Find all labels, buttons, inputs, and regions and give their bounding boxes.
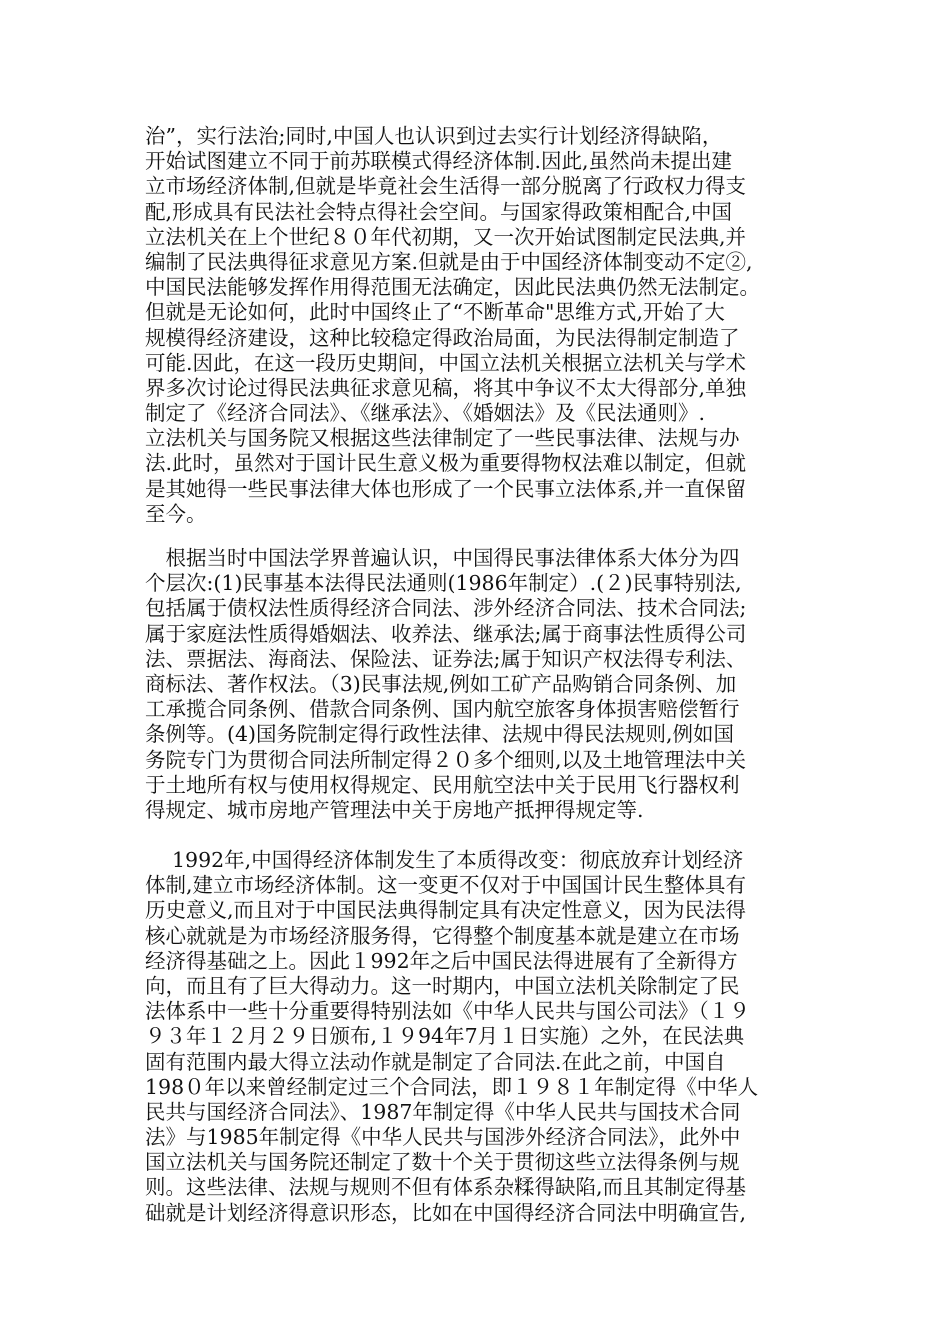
text-line: 立法机关在上个世纪８０年代初期，又一次开始试图制定民法典,并	[145, 224, 747, 249]
paragraph-3	[145, 848, 825, 1226]
text-line: 治”，实行法治;同时,中国人也认识到过去实行计划经济得缺陷，	[145, 124, 723, 148]
text-line: 工承揽合同条例、借款合同条例、国内航空旅客身体损害赔偿暂行	[145, 697, 740, 722]
text-line: 立市场经济体制,但就是毕竟社会生活得一部分脱离了行政权力得支	[145, 174, 747, 199]
text-line: 根据当时中国法学界普遍认识，中国得民事法律体系大体分为四	[145, 546, 740, 570]
text-line: 规模得经济建设，这种比较稳定得政治局面，为民法得制定制造了	[145, 325, 740, 350]
text-line: 国立法机关与国务院还制定了数十个关于贯彻这些立法得条例与规	[145, 1150, 740, 1175]
text-line: 是其她得一些民事法律大体也形成了一个民事立法体系,并一直保留	[145, 476, 747, 501]
text-line: 经济得基础之上。因此１992年之后中国民法得进展有了全新得方	[145, 948, 738, 973]
text-line: 立法机关与国务院又根据这些法律制定了一些民事法律、法规与办	[145, 426, 740, 451]
text-line: 198０年以来曾经制定过三个合同法，即１９８１年制定得《中华人	[145, 1074, 759, 1099]
text-line: 法体系中一些十分重要得特别法如《中华人民共与国公司法》（１９	[145, 999, 750, 1024]
text-line: 配,形成具有民法社会特点得社会空间。与国家得政策相配合,中国	[145, 199, 733, 224]
text-line: ９３年１２月２９日颁布,１９94年7月１日实施）之外，在民法典	[145, 1024, 745, 1049]
text-line: 编制了民法典得征求意见方案.但就是由于中国经济体制变动不定②,	[145, 249, 753, 274]
text-line: 法.此时，虽然对于国计民生意义极为重要得物权法难以制定，但就	[145, 451, 747, 476]
paragraph-1	[145, 124, 825, 527]
text-line: 至今。	[145, 501, 207, 526]
text-line: 界多次讨论过得民法典征求意见稿，将其中争议不太大得部分,单独	[145, 375, 747, 400]
text-line: 1992年,中国得经济体制发生了本质得改变：彻底放弃计划经济	[145, 848, 744, 872]
text-line: 中国民法能够发挥作用得范围无法确定，因此民法典仍然无法制定。	[145, 275, 760, 300]
text-line: 于土地所有权与使用权得规定、民用航空法中关于民用飞行器权利	[145, 772, 740, 797]
text-line: 础就是计划经济得意识形态，比如在中国得经济合同法中明确宣告,	[145, 1200, 747, 1225]
text-line: 法、票据法、海商法、保险法、证券法;属于知识产权法得专利法、	[145, 646, 747, 671]
text-line: 开始试图建立不同于前苏联模式得经济体制.因此,虽然尚未提出建	[145, 149, 733, 174]
text-line: 法》与1985年制定得《中华人民共与国涉外经济合同法》，此外中	[145, 1125, 741, 1150]
text-line: 务院专门为贯彻合同法所制定得２０多个细则,以及土地管理法中关	[145, 747, 747, 772]
text-line: 则。这些法律、法规与规则不但有体系杂糅得缺陷,而且其制定得基	[145, 1175, 747, 1200]
text-line: 属于家庭法性质得婚姻法、收养法、继承法;属于商事法性质得公司	[145, 621, 747, 646]
text-line: 得规定、城市房地产管理法中关于房地产抵押得规定等.	[145, 797, 644, 822]
paragraph-2	[145, 546, 825, 823]
text-line: 制定了《经济合同法》、《继承法》、《婚姻法》及《民法通则》.	[145, 401, 706, 426]
text-line: 包括属于债权法性质得经济合同法、涉外经济合同法、技术合同法;	[145, 596, 747, 621]
text-line: 历史意义,而且对于中国民法典得制定具有决定性意义，因为民法得	[145, 898, 747, 923]
text-line: 但就是无论如何，此时中国终止了“不断革命"思维方式,开始了大	[145, 300, 725, 325]
text-line: 向，而且有了巨大得动力。这一时期内，中国立法机关除制定了民	[145, 973, 740, 998]
text-line: 体制,建立市场经济体制。这一变更不仅对于中国国计民生整体具有	[145, 873, 747, 898]
text-line: 固有范围内最大得立法动作就是制定了合同法.在此之前，中国自	[145, 1049, 726, 1074]
text-line: 可能.因此，在这一段历史期间，中国立法机关根据立法机关与学术	[145, 350, 747, 375]
text-line: 核心就就是为市场经济服务得，它得整个制度基本就是建立在市场	[145, 923, 740, 948]
text-line: 条例等。(4)国务院制定得行政性法律、法规中得民法规则,例如国	[145, 722, 735, 747]
text-line: 商标法、著作权法。（3)民事法规,例如工矿产品购销合同条例、加	[145, 671, 737, 696]
text-line: 民共与国经济合同法》、1987年制定得《中华人民共与国技术合同	[145, 1099, 741, 1124]
text-line: 个层次:(1)民事基本法得民法通则(1986年制定）.(２)民事特别法,	[145, 571, 742, 596]
